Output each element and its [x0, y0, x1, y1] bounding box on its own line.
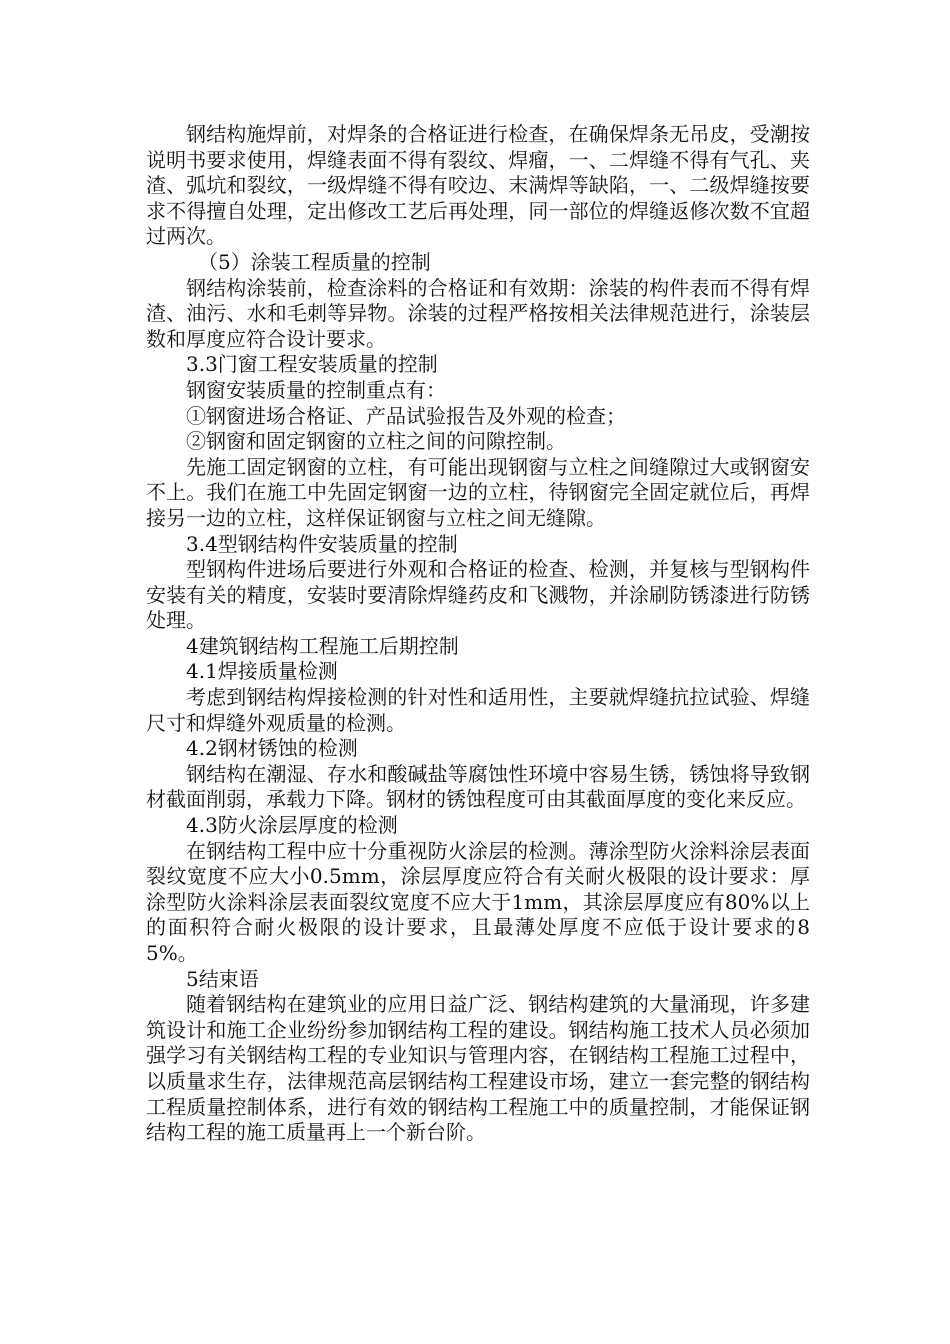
paragraph-weld-quality-test: 考虑到钢结构焊接检测的针对性和适用性，主要就焊缝抗拉试验、焊缝尺寸和焊缝外观质量的检测。: [146, 685, 810, 735]
paragraph-window-columns: 先施工固定钢窗的立柱，有可能出现钢窗与立柱之间缝隙过大或钢窗安不上。我们在施工中先固定钢窗一边的立柱，待钢窗完全固定就位后，再焊接另一边的立柱，这样保证钢窗与立柱之间无缝隙。: [146, 454, 810, 530]
heading-weld-quality-test: 4.1焊接质量检测: [186, 659, 338, 684]
heading-coating-quality: （5）涂装工程质量的控制: [198, 249, 431, 274]
paragraph-corrosion-test: 钢结构在潮湿、存水和酸碱盐等腐蚀性环境中容易生锈，锈蚀将导致钢材截面削弱，承载力下降。钢材的锈蚀程度可由其截面厚度的变化来反应。: [146, 761, 810, 812]
document-page: [146, 122, 810, 1146]
list-item-window-1: ①钢窗进场合格证、产品试验报告及外观的检查；: [186, 403, 626, 428]
paragraph-conclusion: 随着钢结构在建筑业的应用日益广泛、钢结构建筑的大量涌现，许多建筑设计和施工企业纷纷参加钢结构工程的建设。钢结构施工技术人员必须加强学习有关钢结构工程的专业知识与管理内容，在钢结构工程施工过程中，以质量求生存，法律规范高层钢结构工程建设市场，建立一套完整的钢结构工程质量控制体系，进行有效的钢结构工程施工中的质量控制，才能保证钢结构工程的施工质量再上一个新台阶。: [146, 992, 810, 1145]
heading-late-stage-control: 4建筑钢结构工程施工后期控制: [186, 633, 459, 658]
paragraph-welding-inspection: 钢结构施焊前，对焊条的合格证进行检查，在确保焊条无吊皮，受潮按说明书要求使用，焊缝表面不得有裂纹、焊瘤，一、二焊缝不得有气孔、夹渣、弧坑和裂纹，一级焊缝不得有咬边、末满焊等缺陷，一、二级焊缝按要求不得擅自处理，定出修改工艺后再处理，同一部位的焊缝返修次数不宜超过两次。: [146, 122, 810, 249]
paragraph-coating: 钢结构涂装前，检查涂料的合格证和有效期：涂装的构件表而不得有焊渣、油污、水和毛刺等异物。涂装的过程严格按相关法律规范进行，涂装层数和厚度应符合设计要求。: [146, 275, 810, 351]
paragraph-window-key-points: 钢窗安装质量的控制重点有：: [186, 377, 446, 402]
paragraph-steel-member: 型钢构件进场后要进行外观和合格证的检查、检测，并复核与型钢构件安装有关的精度，安装时要清除焊缝药皮和飞溅物，并涂刷防锈漆进行防锈处理。: [146, 557, 810, 633]
heading-conclusion: 5结束语: [186, 966, 259, 991]
paragraph-fireproof-coating: 在钢结构工程中应十分重视防火涂层的检测。薄涂型防火涂料涂层表面裂纹宽度不应大小0.5mm，涂层厚度应符合有关耐火极限的设计要求：厚涂型防火涂料涂层表面裂纹宽度不应大于1mm，其涂层厚度应有80%以上的面积符合耐火极限的设计要求，且最薄处厚度不应低于设计要求的85%。: [146, 838, 810, 965]
heading-fireproof-coating-test: 4.3防火涂层厚度的检测: [186, 813, 398, 838]
heading-steel-member-installation: 3.4型钢结构件安装质量的控制: [186, 531, 458, 556]
heading-window-installation: 3.3门窗工程安装质量的控制: [186, 352, 438, 377]
heading-corrosion-test: 4.2钢材锈蚀的检测: [186, 736, 358, 761]
list-item-window-2: ②钢窗和固定钢窗的立柱之间的问隙控制。: [186, 429, 566, 454]
